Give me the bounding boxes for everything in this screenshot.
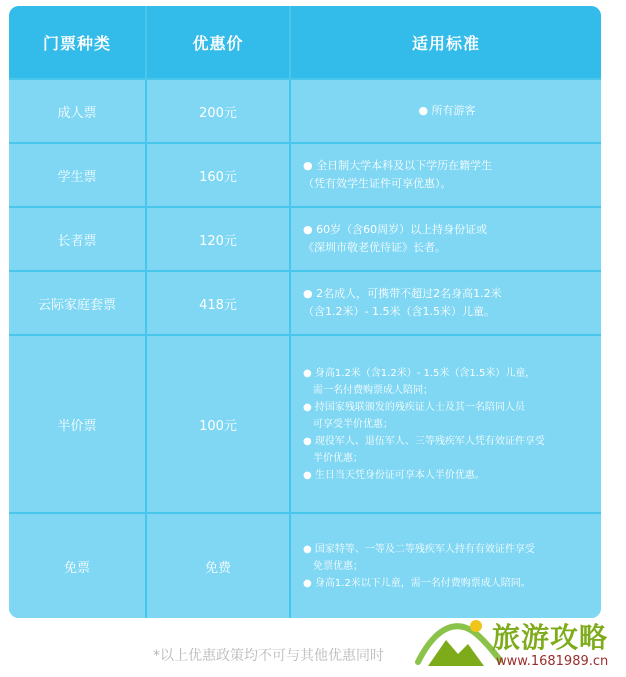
watermark-url: www.1681989.cn <box>496 654 609 669</box>
ticket-type: 免票 <box>9 514 145 618</box>
ticket-price: 418元 <box>147 272 289 334</box>
footnote: *以上优惠政策均不可与其他优惠同时 <box>153 648 384 664</box>
standard-line: ● 所有游客 <box>418 104 476 117</box>
table-row <box>9 514 601 618</box>
mountain-logo-icon <box>414 610 504 674</box>
standard-line: ● 身高1.2米（含1.2米）- 1.5米（含1.5米）儿童， <box>303 367 536 379</box>
watermark-title: 旅游攻略 <box>492 621 609 654</box>
ticket-standard <box>291 144 601 206</box>
table-header-row <box>9 6 601 78</box>
ticket-price: 120元 <box>147 208 289 270</box>
ticket-type: 长者票 <box>9 208 145 270</box>
standard-line: （含1.2米）- 1.5米（含1.5米）儿童。 <box>303 305 495 318</box>
ticket-standard <box>291 80 601 142</box>
standard-line: ● 全日制大学本科及以下学历在籍学生 <box>303 159 493 172</box>
ticket-price: 200元 <box>147 80 289 142</box>
table-row <box>9 208 601 270</box>
table-row <box>9 272 601 334</box>
standard-line: 半价优惠； <box>313 452 363 464</box>
ticket-price: 免费 <box>147 514 289 618</box>
ticket-price: 160元 <box>147 144 289 206</box>
ticket-type: 成人票 <box>9 80 145 142</box>
standard-line: （凭有效学生证件可享优惠）。 <box>303 177 452 190</box>
standard-line: 可享受半价优惠； <box>313 418 393 430</box>
ticket-price: 100元 <box>147 336 289 512</box>
header-ticket-type: 门票种类 <box>9 6 145 78</box>
ticket-standard <box>291 514 601 618</box>
ticket-standard <box>291 208 601 270</box>
standard-line: ● 身高1.2米以下儿童，需一名付费购票成人陪同。 <box>303 577 531 589</box>
ticket-type: 半价票 <box>9 336 145 512</box>
table-row <box>9 336 601 512</box>
standard-line: ● 现役军人、退伍军人、三等残疾军人凭有效证件享受 <box>303 435 545 447</box>
standard-line: ● 60岁（含60周岁）以上持身份证或 <box>303 223 488 236</box>
table-row <box>9 80 601 142</box>
standard-line: 免票优惠； <box>313 560 363 572</box>
standard-line: ● 持国家残联颁发的残疾证人士及其一名陪同人员 <box>303 401 525 413</box>
standard-line: ● 生日当天凭身份证可享本人半价优惠。 <box>303 469 485 481</box>
standard-line: ● 国家特等、一等及二等残疾军人持有有效证件享受 <box>303 543 535 555</box>
ticket-standard <box>291 272 601 334</box>
table-row <box>9 144 601 206</box>
watermark-logo <box>414 610 614 674</box>
ticket-type: 学生票 <box>9 144 145 206</box>
ticket-standard <box>291 336 601 512</box>
standard-line: 《深圳市敬老优待证》长者。 <box>303 241 446 254</box>
standard-line: 需一名付费购票成人陪同； <box>313 384 433 396</box>
ticket-type: 云际家庭套票 <box>9 272 145 334</box>
header-standard: 适用标准 <box>291 6 601 78</box>
standard-line: ● 2名成人，可携带不超过2名身高1.2米 <box>303 287 502 300</box>
header-price: 优惠价 <box>147 6 289 78</box>
ticket-table <box>9 6 601 618</box>
